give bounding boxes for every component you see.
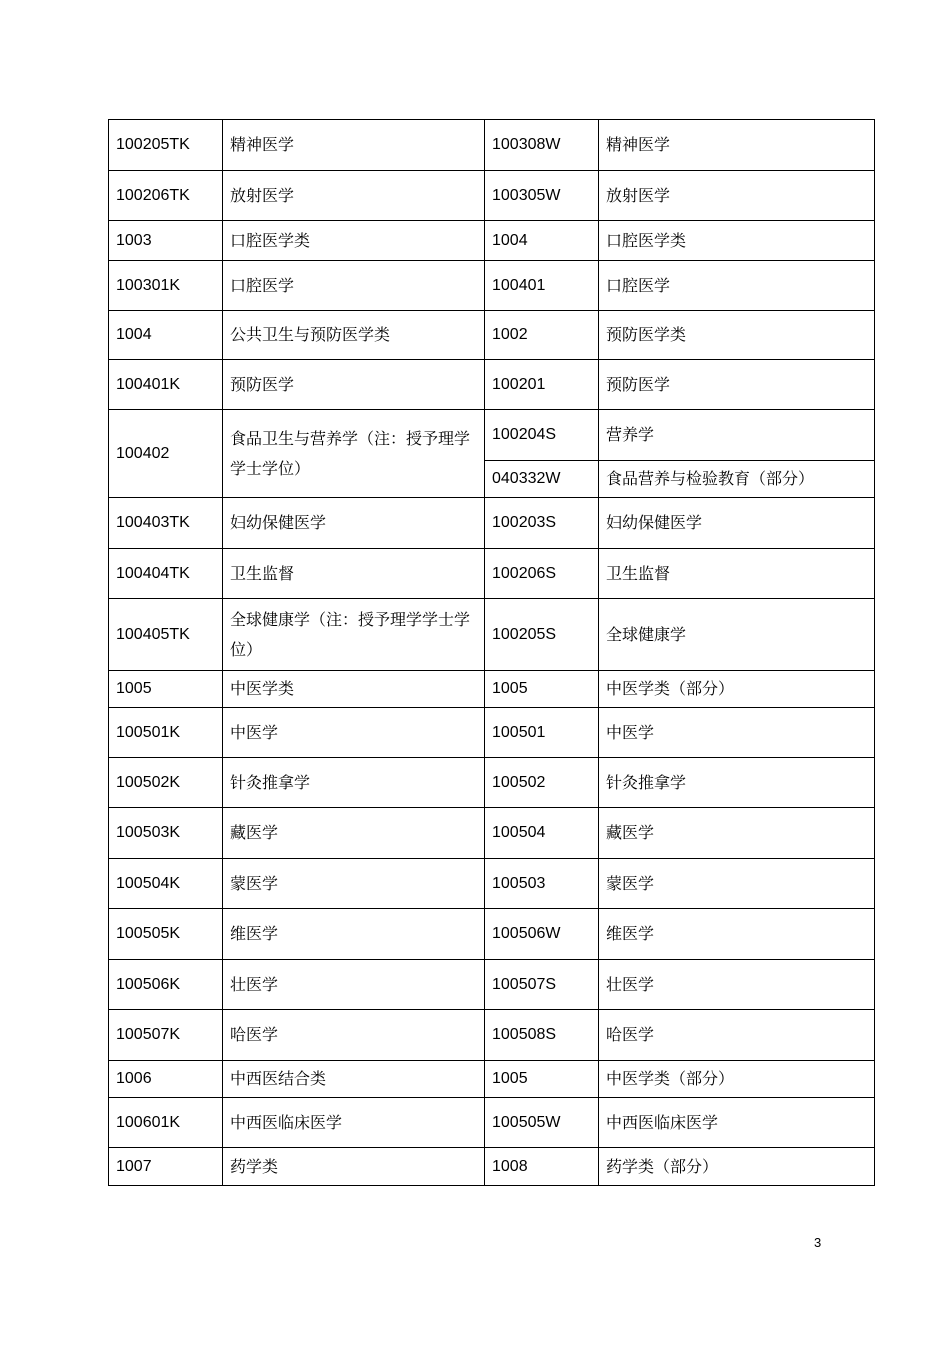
old-name: 营养学 [599,410,875,461]
page-number: 3 [814,1235,822,1250]
old-code: 100501 [485,708,599,758]
new-code: 100504K [109,859,223,909]
new-name: 卫生监督 [223,549,485,599]
new-code: 100403TK [109,498,223,549]
old-code: 100204S [485,410,599,461]
old-name: 中西医临床医学 [599,1098,875,1148]
old-name: 卫生监督 [599,549,875,599]
old-code: 100308W [485,120,599,171]
new-code: 100402 [109,410,223,498]
old-code: 100305W [485,171,599,221]
new-code: 1004 [109,311,223,360]
new-code: 100405TK [109,599,223,671]
new-code: 100206TK [109,171,223,221]
old-name: 妇幼保健医学 [599,498,875,549]
new-name: 中西医临床医学 [223,1098,485,1148]
old-code: 1004 [485,221,599,261]
table-row [109,311,875,360]
table-row [109,671,875,708]
old-name: 中医学类（部分） [599,671,875,708]
old-code: 100205S [485,599,599,671]
new-name: 藏医学 [223,808,485,859]
new-code: 100205TK [109,120,223,171]
new-name: 哈医学 [223,1010,485,1061]
new-name: 蒙医学 [223,859,485,909]
new-code: 100503K [109,808,223,859]
table-row [109,261,875,311]
old-name: 精神医学 [599,120,875,171]
old-code: 100503 [485,859,599,909]
old-name: 预防医学类 [599,311,875,360]
new-code: 1007 [109,1148,223,1186]
table-row [109,960,875,1010]
old-code: 100504 [485,808,599,859]
old-code: 100401 [485,261,599,311]
old-name: 蒙医学 [599,859,875,909]
major-mapping-table [108,119,875,1186]
old-name: 预防医学 [599,360,875,410]
new-code: 1005 [109,671,223,708]
table-row [109,410,875,461]
table-row [109,599,875,671]
new-code: 100506K [109,960,223,1010]
table-row [109,120,875,171]
new-code: 100502K [109,758,223,808]
old-name: 放射医学 [599,171,875,221]
old-code: 1002 [485,311,599,360]
table-row [109,360,875,410]
table-row [109,1148,875,1186]
new-name: 药学类 [223,1148,485,1186]
new-name: 全球健康学（注：授予理学学士学位） [223,599,485,671]
new-code: 100507K [109,1010,223,1061]
new-name: 口腔医学 [223,261,485,311]
old-name: 中医学类（部分） [599,1061,875,1098]
old-code: 040332W [485,461,599,498]
new-code: 100401K [109,360,223,410]
old-code: 1005 [485,1061,599,1098]
new-name: 妇幼保健医学 [223,498,485,549]
new-code: 100501K [109,708,223,758]
new-name: 针灸推拿学 [223,758,485,808]
old-code: 100502 [485,758,599,808]
old-name: 针灸推拿学 [599,758,875,808]
old-code: 100206S [485,549,599,599]
new-name: 维医学 [223,909,485,960]
table-row [109,549,875,599]
old-name: 全球健康学 [599,599,875,671]
new-name: 中医学类 [223,671,485,708]
new-name: 预防医学 [223,360,485,410]
table-row [109,1010,875,1061]
new-code: 1006 [109,1061,223,1098]
new-name: 中医学 [223,708,485,758]
new-name: 口腔医学类 [223,221,485,261]
new-name: 食品卫生与营养学（注：授予理学学士学位） [223,410,485,498]
old-code: 100508S [485,1010,599,1061]
old-code: 1005 [485,671,599,708]
old-code: 100505W [485,1098,599,1148]
new-code: 100505K [109,909,223,960]
new-name: 中西医结合类 [223,1061,485,1098]
table-row [109,909,875,960]
old-name: 口腔医学 [599,261,875,311]
table-row [109,808,875,859]
old-name: 中医学 [599,708,875,758]
table-row [109,1098,875,1148]
new-code: 100404TK [109,549,223,599]
new-code: 100601K [109,1098,223,1148]
table-row [109,498,875,549]
old-name: 壮医学 [599,960,875,1010]
table-row [109,708,875,758]
table-row [109,171,875,221]
old-code: 100203S [485,498,599,549]
new-code: 100301K [109,261,223,311]
old-name: 哈医学 [599,1010,875,1061]
table-row [109,758,875,808]
old-name: 维医学 [599,909,875,960]
old-name: 药学类（部分） [599,1148,875,1186]
new-name: 壮医学 [223,960,485,1010]
old-name: 口腔医学类 [599,221,875,261]
table-row [109,221,875,261]
new-name: 放射医学 [223,171,485,221]
new-code: 1003 [109,221,223,261]
old-name: 食品营养与检验教育（部分） [599,461,875,498]
old-code: 100506W [485,909,599,960]
new-name: 公共卫生与预防医学类 [223,311,485,360]
old-code: 100201 [485,360,599,410]
new-name: 精神医学 [223,120,485,171]
old-code: 1008 [485,1148,599,1186]
old-code: 100507S [485,960,599,1010]
table-row [109,1061,875,1098]
table-row [109,859,875,909]
old-name: 藏医学 [599,808,875,859]
